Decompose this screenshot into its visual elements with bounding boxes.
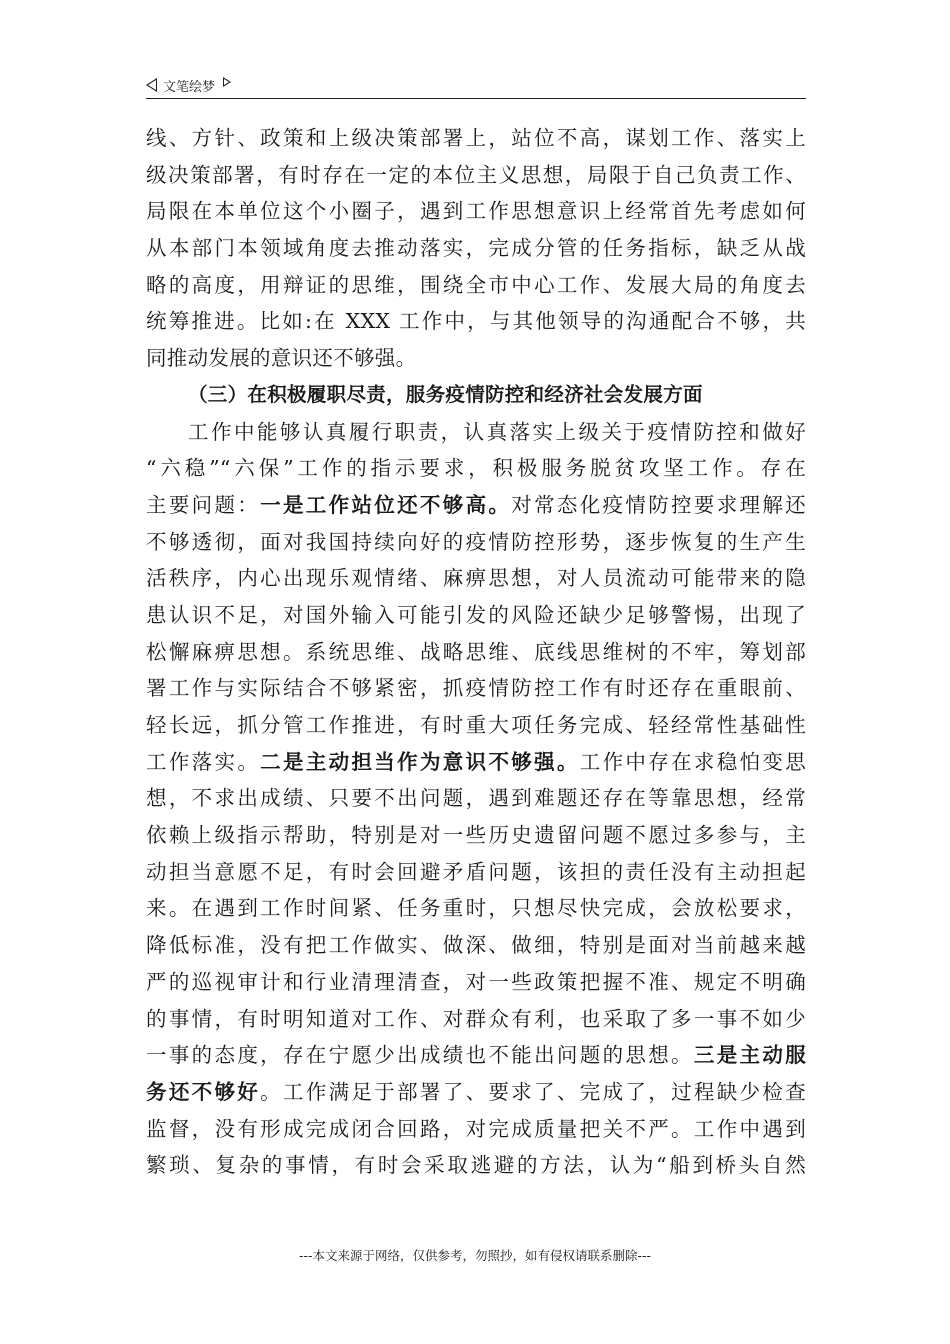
body-line: 工作落实。二是主动担当作为意识不够强。工作中存在求稳怕变思 [146,749,807,774]
body-line: 从本部门本领域角度去推动落实，完成分管的任务指标，缺乏从战 [146,236,806,261]
body-line: 一事的态度，存在宁愿少出成绩也不能出问题的思想。三是主动服 [146,1043,807,1068]
body-line: 不够透彻，面对我国持续向好的疫情防控形势，逐步恢复的生产生 [146,529,806,554]
footer-notice: ---本文来源于网络，仅供参考，勿照抄，如有侵权请联系删除--- [298,1248,652,1263]
left-triangle-icon [146,78,157,92]
body-line: 略的高度，用辩证的思维，围绕全市中心工作、发展大局的角度去 [146,272,806,297]
body-line: 同推动发展的意识还不够强。 [146,346,417,371]
body-line: 线、方针、政策和上级决策部署上，站位不高，谋划工作、落实上 [146,126,806,150]
body-line: 级决策部署，有时存在一定的本位主义思想，局限于自己负责工作、 [146,162,806,187]
body-line: 的事情，有时明知道对工作、对群众有利，也采取了多一事不如少 [146,1006,806,1031]
page-header [146,74,806,99]
document-body [146,120,806,1184]
bold-point-three-end: 务还不够好 [146,1079,261,1104]
section-heading: （三）在积极履职尽责，服务疫情防控和经济社会发展方面 [188,382,703,406]
body-line: 监督，没有形成完成闭合回路，对完成质量把关不严。工作中遇到 [146,1116,806,1141]
body-line: “六稳”“六保”工作的指示要求，积极服务脱贫攻坚工作。存在 [146,456,806,481]
bold-point-one: 一是工作站位还不够高。 [260,492,512,517]
body-line: 动担当意愿不足，有时会回避矛盾问题，该担的责任没有主动担起 [146,859,806,884]
body-line: 主要问题：一是工作站位还不够高。对常态化疫情防控要求理解还 [146,492,806,517]
body-line: 务还不够好。工作满足于部署了、要求了、完成了，过程缺少检查 [146,1079,807,1104]
bold-point-two: 二是主动担当作为意识不够强。 [260,749,580,774]
body-line: 想，不求出成绩、只要不出问题，遇到难题还存在等靠思想，经常 [146,786,806,811]
body-line: 降低标准，没有把工作做实、做深、做细，特别是面对当前越来越 [146,933,806,958]
body-line: 松懈麻痹思想。系统思维、战略思维、底线思维树的不牢，筹划部 [146,639,806,664]
body-line: 局限在本单位这个小圈子，遇到工作思想意识上经常首先考虑如何 [146,199,806,224]
body-line: 来。在遇到工作时间紧、任务重时，只想尽快完成，会放松要求， [146,896,806,921]
body-line: 繁琐、复杂的事情，有时会采取逃避的方法，认为“船到桥头自然 [146,1153,806,1178]
body-line: 严的巡视审计和行业清理清查，对一些政策把握不准、规定不明确 [146,969,806,994]
right-triangle-icon [223,77,231,87]
header-title: 文笔绘梦 [163,79,216,95]
body-line: 轻长远，抓分管工作推进，有时重大项任务完成、轻经常性基础性 [146,713,806,737]
body-line: 患认识不足，对国外输入可能引发的风险还缺少足够警惕，出现了 [146,602,806,627]
body-line: 活秩序，内心出现乐观情绪、麻痹思想，对人员流动可能带来的隐 [146,566,806,591]
body-line: 工作中能够认真履行职责，认真落实上级关于疫情防控和做好 [188,419,806,444]
body-line: 依赖上级指示帮助，特别是对一些历史遗留问题不愿过多参与，主 [146,823,806,848]
body-line: 统筹推进。比如:在 XXX 工作中，与其他领导的沟通配合不够，共 [146,309,806,334]
body-line: 署工作与实际结合不够紧密，抓疫情防控工作有时还存在重眼前、 [146,676,806,701]
bold-point-three-start: 三是主动服 [693,1043,807,1068]
